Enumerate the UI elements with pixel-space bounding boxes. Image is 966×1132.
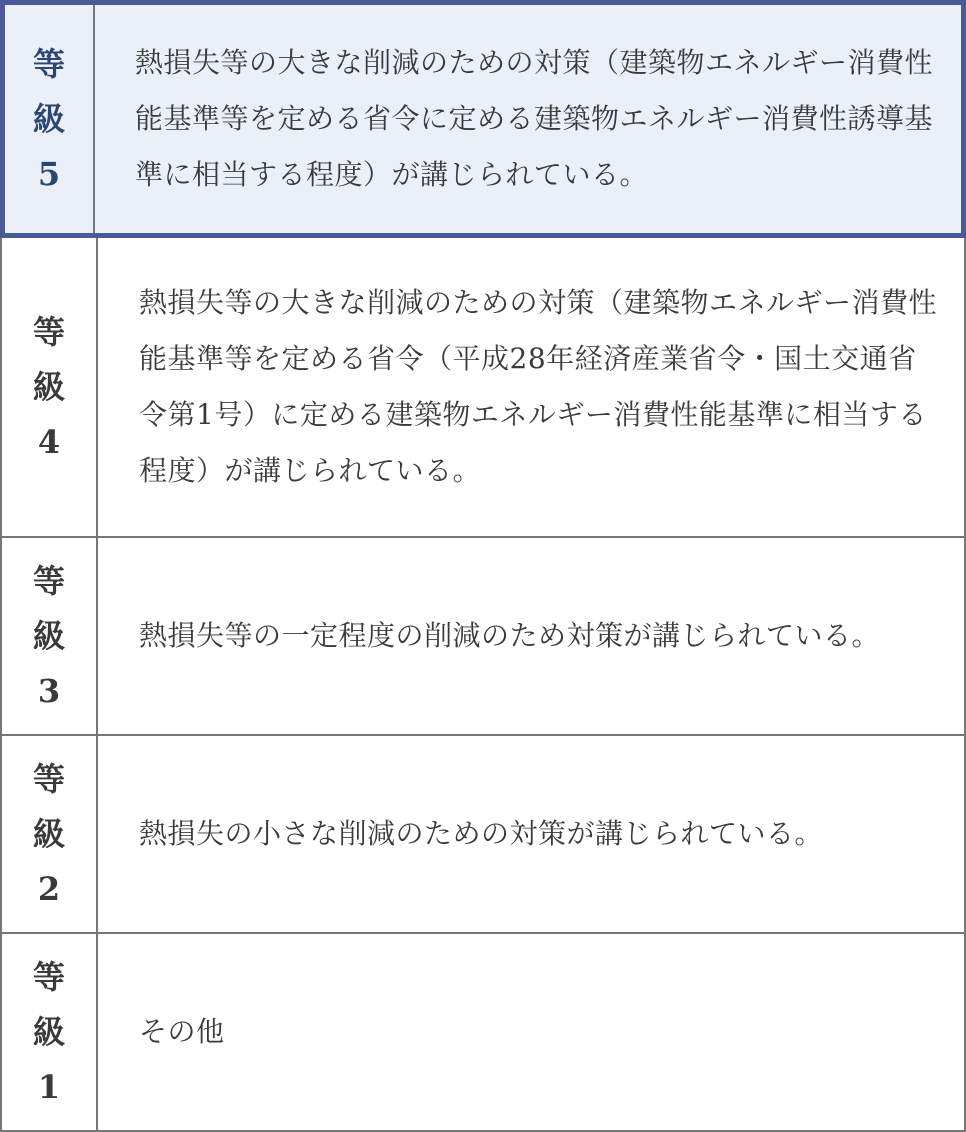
grade-number: 5 [37,154,61,193]
grade-description [98,238,964,536]
grade-label [2,736,98,932]
grade-row-5 [0,0,966,238]
grade-row-3 [0,538,966,736]
grade-label-char-2: 級 [32,616,65,655]
grade-description-text: その他 [139,1015,225,1048]
grade-description [95,5,961,233]
grade-label [2,934,98,1130]
grade-description-text: 熱損失等の大きな削減のための対策（建築物エネルギー消費性能基準等を定める省令（平成28年経済産業省令・国土交通省令第1号）に定める建築物エネルギー消費性能基準に相当する程度）が講じられている。 [139,286,938,487]
grade-label-char-1: 等 [32,312,65,351]
grade-description-text: 熱損失等の一定程度の削減のため対策が講じられている。 [139,619,881,652]
grade-number: 3 [37,671,61,710]
grade-row-1 [0,934,966,1132]
grade-description [98,736,964,932]
grade-description-text: 熱損失等の大きな削減のための対策（建築物エネルギー消費性能基準等を定める省令に定める建築物エネルギー消費性誘導基準に相当する程度）が講じられている。 [135,46,934,191]
grade-row-2 [0,736,966,934]
grade-label-char-2: 級 [32,814,65,853]
grade-number: 4 [37,422,61,461]
grade-label [2,238,98,536]
grade-label-char-1: 等 [32,44,65,83]
grade-label-char-1: 等 [32,957,65,996]
grade-description [98,538,964,734]
grade-label [5,5,95,233]
grade-description [98,934,964,1130]
grade-label-char-2: 級 [32,367,65,406]
grade-label-char-1: 等 [32,759,65,798]
grade-description-text: 熱損失の小さな削減のための対策が講じられている。 [139,817,824,850]
grade-number: 1 [37,1067,61,1106]
grade-label-char-2: 級 [32,99,65,138]
grade-label-char-1: 等 [32,561,65,600]
grade-row-4 [0,238,966,538]
grade-label-char-2: 級 [32,1012,65,1051]
grade-label [2,538,98,734]
grade-number: 2 [37,869,61,908]
